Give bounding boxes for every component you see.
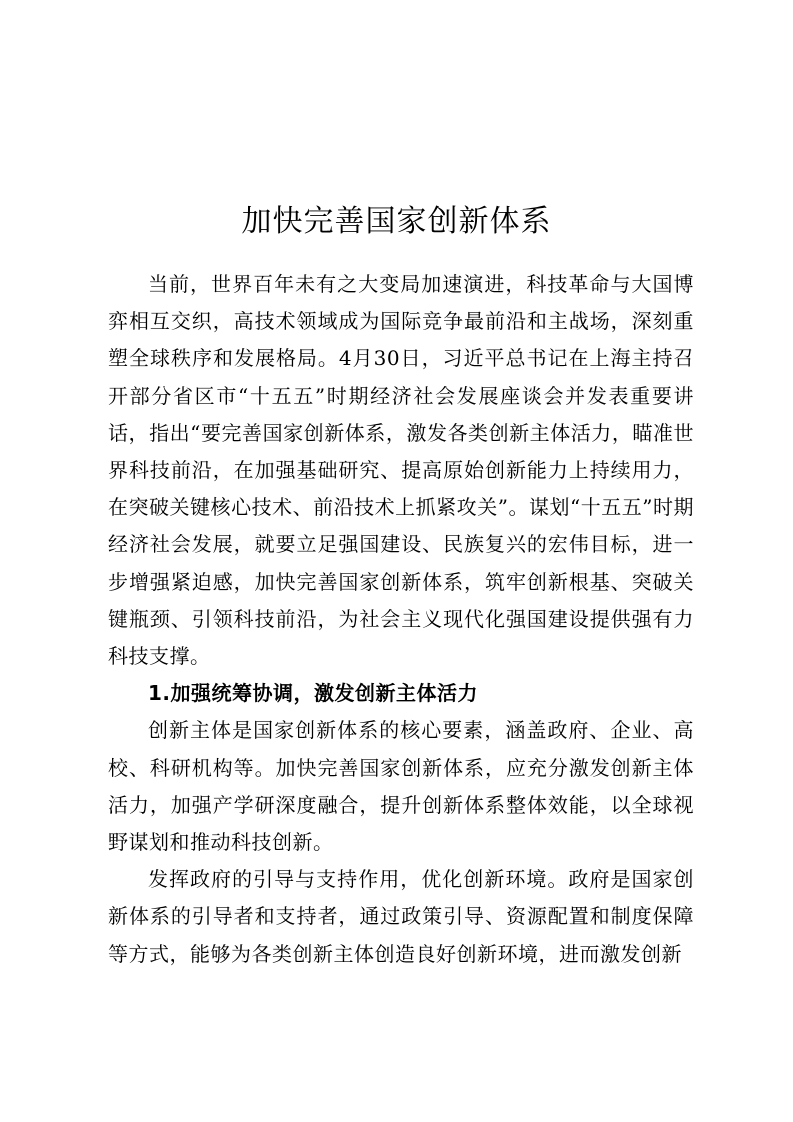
document-title: 加快完善国家创新体系 (241, 204, 552, 240)
intro-paragraph: 当前，世界百年未有之大变局加速演进，科技革命与大国博弈相互交织，高技术领域成为国际竞争最前沿和主战场，深刻重塑全球秩序和发展格局。4月30日，习近平总书记在上海主持召开部分省区市“十五五”时期经济社会发展座谈会并发表重要讲话，指出“要完善国家创新体系，激发各类创新主体活力，瞄准世界科技前沿，在加强基础研究、提高原始创新能力上持续用力，在突破关键核心技术、前沿技术上抓紧攻关”。谋划“十五五”时期经济社会发展，就要立足强国建设、民族复兴的宏伟目标，进一步增强紧迫感，加快完善国家创新体系，筑牢创新根基、突破关键瓶颈、引领科技前沿，为社会主义现代化强国建设提供强有力科技支撑。 (108, 272, 694, 669)
section-heading: 1.加强统筹协调，激发创新主体活力 (148, 681, 479, 706)
section-paragraph: 发挥政府的引导与支持作用，优化创新环境。政府是国家创新体系的引导者和支持者，通过政策引导、资源配置和制度保障等方式，能够为各类创新主体创造良好创新环境，进而激发创新 (108, 867, 694, 966)
section-paragraph: 创新主体是国家创新体系的核心要素，涵盖政府、企业、高校、科研机构等。加快完善国家创新体系，应充分激发创新主体活力，加强产学研深度融合，提升创新体系整体效能，以全球视野谋划和推动科技创新。 (108, 718, 694, 855)
document-body (108, 266, 694, 973)
